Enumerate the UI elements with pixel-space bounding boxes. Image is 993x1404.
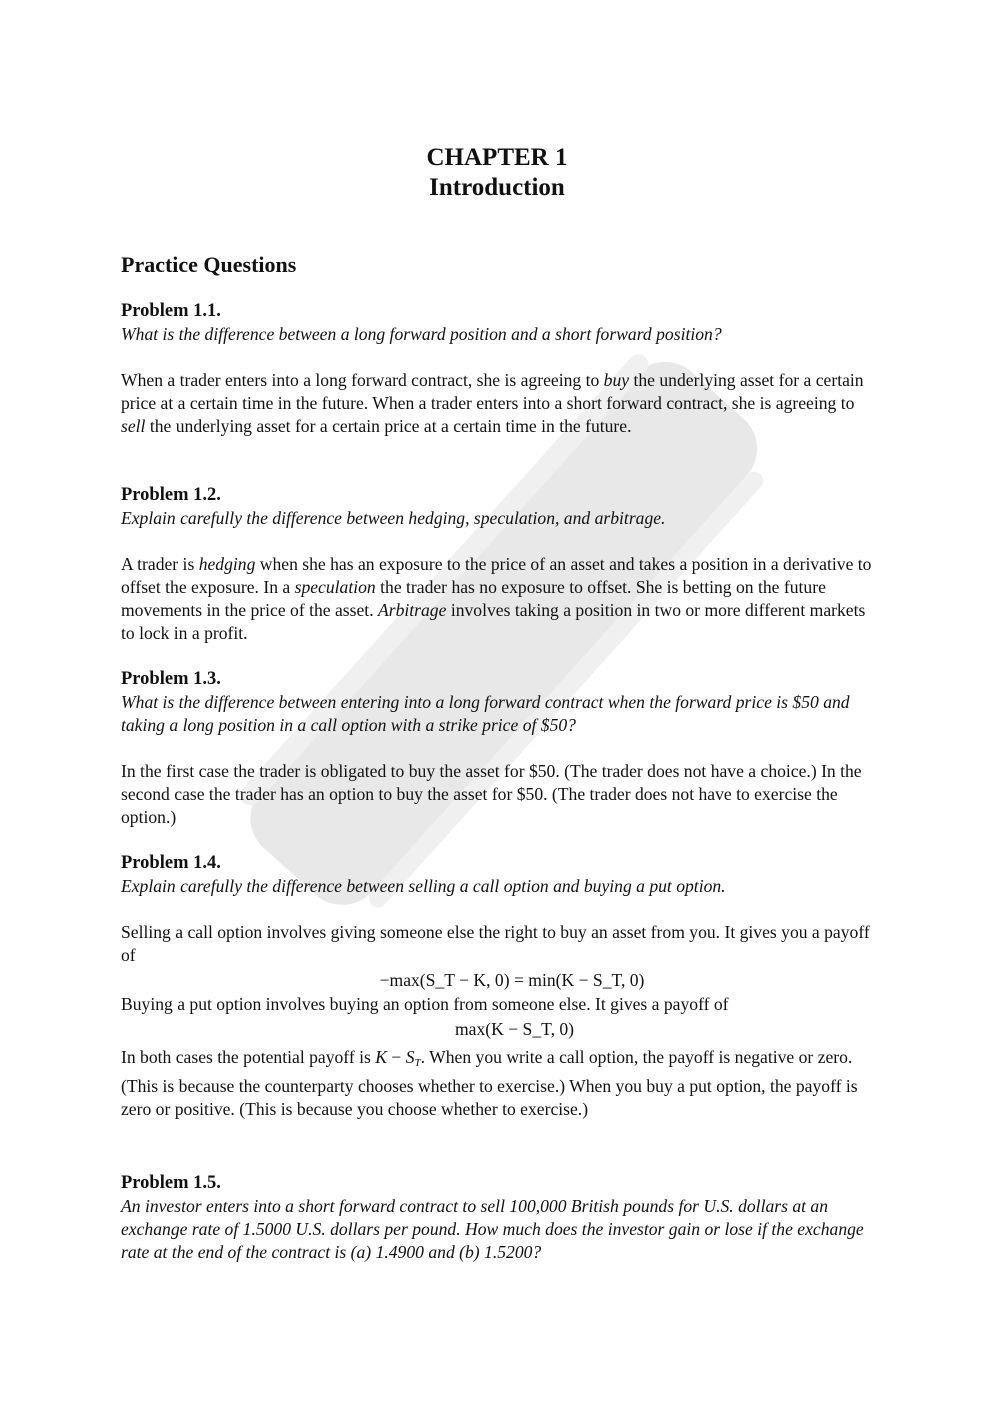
answer-text: involves taking a position in two or more different markets to lock in a profit. [121,600,866,643]
answer-emphasis: speculation [294,577,376,597]
problem-label: Problem 1.1. [121,301,221,321]
formula-text: −max(S_T − K, 0) = min(K − S_T, 0) [379,970,645,990]
problem-1-1 [121,300,873,346]
problem-answer [121,553,873,645]
answer-emphasis: hedging [198,554,256,574]
payoff-expression: S [405,1047,415,1067]
payoff-formula-call [121,967,873,993]
problem-question: An investor enters into a short forward contract to sell 100,000 British pounds for U.S. dollars at an exchange rate of 1.5000 U.S. dollars per pound. How much does the investor gain or lose if the exchange rate at the end of the contract is (a) 1.4900 and (b) 1.5200? [121,1196,864,1262]
answer-1-1 [121,369,873,438]
chapter-number: CHAPTER 1 [426,144,568,171]
answer-text: . When you write a call option, the payoff is negative or zero. (This is because the counterparty chooses whether to exercise.) When you buy a put option, the payoff is zero or positive. (This is because you choose whether to exercise.) [121,1047,858,1119]
subscript-t: T [414,1057,421,1069]
problem-question: What is the difference between a long forward position and a short forward position? [121,324,722,344]
answer-text: when she has an exposure to the price of an asset and takes a position in a derivative to offset the exposure. In a [121,554,872,597]
answer-text: the underlying asset for a certain price at a certain time in the future. When a trader enters into a short forward contract, she is agreeing to [121,370,864,413]
chapter-heading [121,143,873,203]
answer-text: the trader has no exposure to offset. She is betting on the future movements in the price of the asset. [121,577,826,620]
problem-label: Problem 1.3. [121,669,221,689]
problem-question: What is the difference between entering into a long forward contract when the forward price is $50 and taking a long position in a call option with a strike price of $50? [121,692,850,735]
answer-text: the underlying asset for a certain price at a certain time in the future. [145,416,632,436]
problem-label: Problem 1.2. [121,485,221,505]
problem-label: Problem 1.5. [121,1173,221,1193]
problem-1-2 [121,484,873,530]
answer-1-2 [121,553,873,645]
answer-text: When a trader enters into a long forward contract, she is agreeing to [121,370,604,390]
problem-question: Explain carefully the difference between hedging, speculation, and arbitrage. [121,508,666,528]
problem-1-4 [121,852,873,898]
problem-answer-intro: Selling a call option involves giving someone else the right to buy an asset from you. It gives you a payoff of [121,922,870,965]
answer-1-4 [121,921,873,1121]
problem-label: Problem 1.4. [121,853,221,873]
section-title: Practice Questions [121,252,297,277]
problem-answer-outro: In both cases the potential payoff is $K - S_T$. When you write a call option, the payoff is negative or zero. (This is because the counterparty chooses whether to exercise.) When you buy a put option, the payoff is zero or positive. (This is because you choose whether to exercise.) [121,1047,858,1119]
formula-text: max(K − S_T, 0) [454,1019,575,1039]
chapter-title: Introduction [429,174,565,201]
problem-answer: In the first case the trader is obligated to buy the asset for $50. (The trader does not have a choice.) In the second case the trader has an option to buy the asset for $50. (The trader does not have to exercise the option.) [121,761,862,827]
answer-emphasis: Arbitrage [378,600,447,620]
problem-answer [121,369,873,438]
problem-1-5 [121,1172,873,1264]
answer-emphasis: sell [121,416,146,436]
payoff-expression: K [375,1047,387,1067]
answer-text: A trader is [121,554,199,574]
payoff-formula-put [121,1016,873,1042]
problem-answer-mid: Buying a put option involves buying an option from someone else. It gives a payoff of [121,994,729,1014]
answer-1-3 [121,760,873,829]
problem-question: Explain carefully the difference between selling a call option and buying a put option. [121,876,726,896]
answer-emphasis: buy [603,370,630,390]
answer-text: In both cases the potential payoff is [121,1047,376,1067]
problem-1-3 [121,668,873,737]
